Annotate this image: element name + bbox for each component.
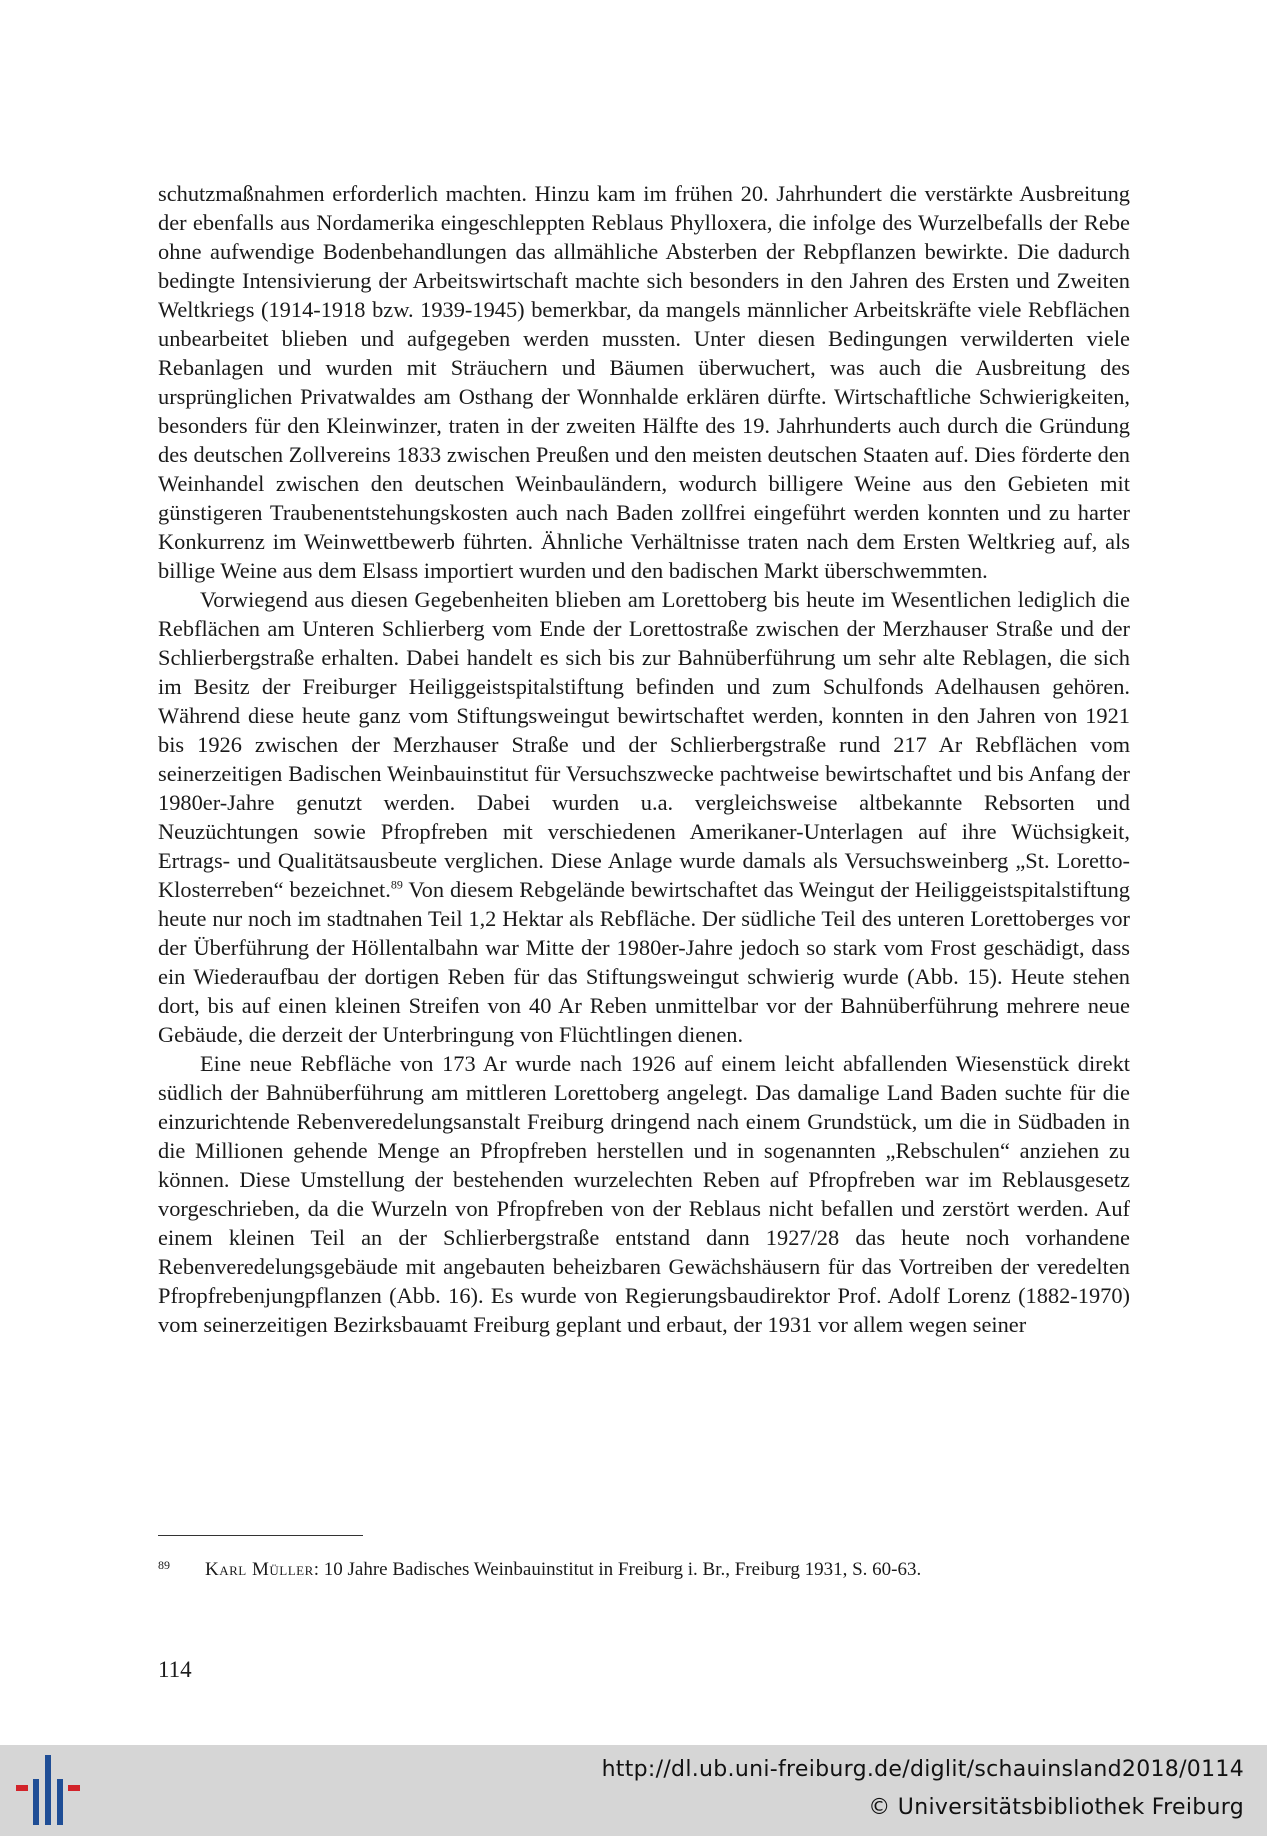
- footnote-number: 89: [158, 1558, 170, 1572]
- source-url-link[interactable]: http://dl.ub.uni-freiburg.de/diglit/schauinsland2018/0114: [601, 1757, 1244, 1782]
- footnote-citation: : 10 Jahre Badisches Weinbauinstitut in Freiburg i. Br., Freiburg 1931, S. 60-63.: [313, 1559, 922, 1580]
- footnote-reference[interactable]: 89: [390, 877, 403, 892]
- footnote-author: Karl Müller: [205, 1559, 314, 1580]
- ub-freiburg-logo-icon[interactable]: [16, 1755, 80, 1825]
- page-number: 114: [158, 1657, 192, 1682]
- paragraph-text: Von diesem Rebgelände bewirtschaftet das Weingut der Heiliggeistspitalstiftung heute nur noch im stadtnahen Teil 1,2 Hektar als Rebfläche. Der südliche Teil des unteren Lorettoberges vor der Überführung der Höllentalbahn war Mitte der 1980er-Jahre jedoch so stark vom Frost geschädigt, dass ein Wiederaufbau der dortigen Reben für das Stiftungsweingut schwierig wurde (Abb. 15). Heute stehen dort, bis auf einen kleinen Streifen von 40 Ar Reben unmittelbar vor der Bahnüberführung mehrere neue Gebäude, die derzeit der Unterbringung von Flüchtlingen dienen.: [158, 877, 1130, 1047]
- footnote-divider: [158, 1535, 363, 1536]
- footer-bar: [0, 1745, 1267, 1836]
- paragraph: [158, 585, 1130, 1049]
- body-text: [158, 179, 1130, 1339]
- paragraph: schutzmaßnahmen erforderlich machten. Hinzu kam im frühen 20. Jahrhundert die verstärkte Ausbreitung der ebenfalls aus Nordamerika eingeschleppten Reblaus Phylloxera, die infolge des Wurzelbefalls der Rebe ohne aufwendige Bodenbehandlungen das allmähliche Absterben der Rebpflanzen bewirkte. Die dadurch bedingte Intensivierung der Arbeitswirtschaft machte sich besonders in den Jahren des Ersten und Zweiten Weltkriegs (1914-1918 bzw. 1939-1945) bemerkbar, da mangels männlicher Arbeitskräfte viele Rebflächen unbearbeitet blieben und aufgegeben werden mussten. Unter diesen Bedingungen verwilderten viele Rebanlagen und wurden mit Sträuchern und Bäumen überwuchert, was auch die Ausbreitung des ursprünglichen Privatwaldes am Osthang der Wonnhalde erklären dürfte. Wirtschaftliche Schwierigkeiten, besonders für den Kleinwinzer, traten in der zweiten Hälfte des 19. Jahrhunderts auch durch die Gründung des deutschen Zollvereins 1833 zwischen Preußen und den meisten deutschen Staaten auf. Dies förderte den Weinhandel zwischen den deutschen Weinbauländern, wodurch billigere Weine aus den Gebieten mit günstigeren Traubenentstehungskosten auch nach Baden zollfrei eingeführt werden konnten und zu harter Konkurrenz im Weinwettbewerb führten. Ähnliche Verhältnisse traten nach dem Ersten Weltkrieg auf, als billige Weine aus dem Elsass importiert wurden und den badischen Markt überschwemmten.: [158, 181, 1130, 583]
- footnote-text: [205, 1557, 921, 1583]
- paragraph-text: Vorwiegend aus diesen Gegebenheiten blieben am Lorettoberg bis heute im Wesentlichen lediglich die Rebflächen am Unteren Schlierberg vom Ende der Lorettostraße zwischen der Merzhauser Straße und der Schlierbergstraße erhalten. Dabei handelt es sich bis zur Bahnüberführung um sehr alte Reblagen, die sich im Besitz der Freiburger Heiliggeistspitalstiftung befinden und zum Schulfonds Adelhausen gehören. Während diese heute ganz vom Stiftungsweingut bewirtschaftet werden, konnten in den Jahren von 1921 bis 1926 zwischen der Merzhauser Straße und der Schlierbergstraße rund 217 Ar Rebflächen vom seinerzeitigen Badischen Weinbauinstitut für Versuchszwecke pachtweise bewirtschaftet und bis Anfang der 1980er-Jahre genutzt werden. Dabei wurden u.a. vergleichsweise altbekannte Rebsorten und Neuzüchtungen sowie Pfropfreben mit verschiedenen Amerikaner-Unterlagen auf ihre Wüchsigkeit, Ertrags- und Qualitätsausbeute verglichen. Diese Anlage wurde damals als Versuchsweinberg „St. Loretto-Klosterreben“ bezeichnet.: [158, 587, 1130, 902]
- copyright-notice: © Universitätsbibliothek Freiburg: [868, 1795, 1244, 1820]
- paragraph: Eine neue Rebfläche von 173 Ar wurde nach 1926 auf einem leicht abfallenden Wiesenstück direkt südlich der Bahnüberführung am mittleren Lorettoberg angelegt. Das damalige Land Baden suchte für die einzurichtende Rebenveredelungsanstalt Freiburg dringend nach einem Grundstück, um die in Südbaden in die Millionen gehende Menge an Pfropfreben herstellen und in sogenannten „Rebschulen“ anziehen zu können. Diese Umstellung der bestehenden wurzelechten Reben auf Pfropfreben war im Reblausgesetz vorgeschrieben, da die Wurzeln von Pfropfreben von der Reblaus nicht befallen und zerstört werden. Auf einem kleinen Teil an der Schlierbergstraße entstand dann 1927/28 das heute noch vorhandene Rebenveredelungsgebäude mit angebauten beheizbaren Gewächshäusern für das Vortreiben der veredelten Pfropfrebenjungpflanzen (Abb. 16). Es wurde von Regierungsbaudirektor Prof. Adolf Lorenz (1882-1970) vom seinerzeitigen Bezirksbauamt Freiburg geplant und erbaut, der 1931 vor allem wegen seiner: [158, 1051, 1130, 1337]
